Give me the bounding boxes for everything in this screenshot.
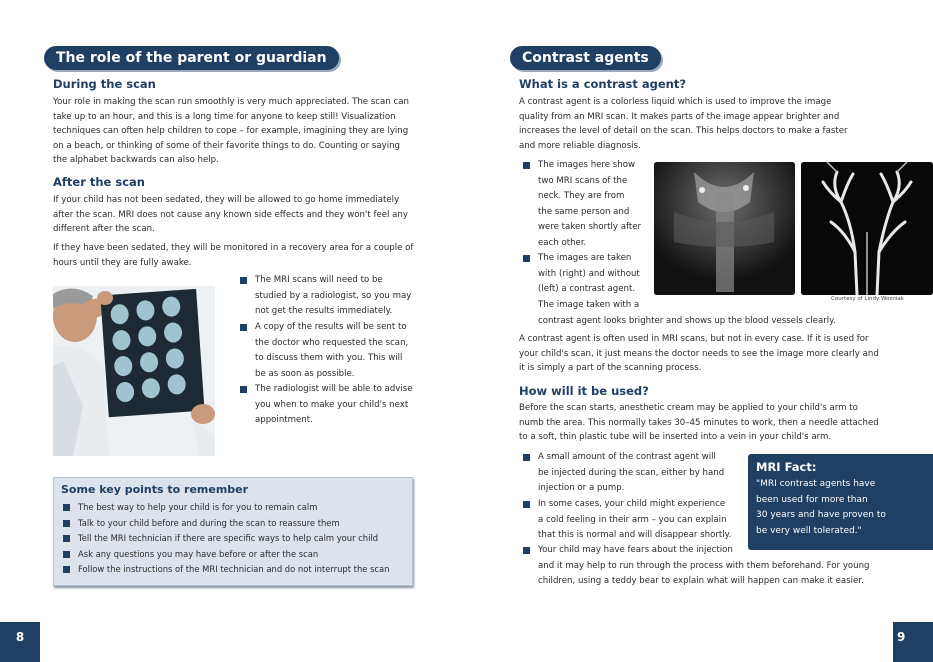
list-item: The images here show two MRI scans of the neck. They are from the same person and were taken shortly after each other. bbox=[520, 158, 641, 251]
list-item: Talk to your child before and during the scan to reassure them bbox=[60, 516, 340, 532]
list-item: Your child may have fears about the injection and it may help to run through the process with them beforehand. For young children, using a teddy bear to explain what will happen can make it easier. bbox=[520, 543, 870, 590]
list-item: The images are taken with (right) and without (left) a contrast agent. The image taken with a bbox=[520, 251, 640, 313]
mri-fact-title: MRI Fact: bbox=[756, 460, 817, 474]
list-item: Tell the MRI technician if there are specific ways to help calm your child bbox=[60, 531, 378, 547]
heading-after-scan: After the scan bbox=[53, 175, 145, 189]
list-item: The radiologist will be able to advise you when to make your child's next appointment. bbox=[237, 382, 413, 429]
heading-during-scan: During the scan bbox=[53, 77, 156, 91]
list-item: Ask any questions you may have before or after the scan bbox=[60, 547, 318, 563]
list-item: The best way to help your child is for you to remain calm bbox=[60, 500, 317, 516]
after-scan-text-2: If they have been sedated, they will be monitored in a recovery area for a couple of hours until they are fully awake. bbox=[53, 243, 414, 268]
after-scan-text-1: If your child has not been sedated, they will be allowed to go home immediately after the scan. MRI does not cause any known side effects and they won't feel any different after the scan. bbox=[53, 195, 408, 235]
list-item: A copy of the results will be sent to the doctor who requested the scan, to discuss them with you. This will be as soon as possible. bbox=[237, 320, 408, 382]
mri-without-contrast bbox=[654, 162, 795, 295]
list-item: Follow the instructions of the MRI technician and do not interrupt the scan bbox=[60, 562, 389, 578]
heading-how-used: How will it be used? bbox=[519, 384, 649, 398]
usage-text: A contrast agent is often used in MRI scans, but not in every case. If it is used for your child's scan, it just means the doctor needs to see the image more clearly and it is simply a part of the scanning process. bbox=[519, 334, 879, 374]
heading-what-is-contrast: What is a contrast agent? bbox=[519, 77, 687, 91]
what-is-contrast-text: A contrast agent is a colorless liquid which is used to improve the image quality from an MRI scan. It makes parts of the image appear brighter and increases the level of detail on the scan. This helps doctors to make a faster and more reliable diagnosis. bbox=[519, 97, 848, 151]
image-bullet-tail: contrast agent looks brighter and shows up the blood vessels clearly. bbox=[538, 316, 836, 326]
list-item: In some cases, your child might experience a cold feeling in their arm – you can explain that this is normal and will disappear shortly. bbox=[520, 497, 731, 544]
mri-fact-box bbox=[748, 454, 933, 550]
page-number-left: 8 bbox=[0, 622, 40, 662]
key-points-box bbox=[53, 477, 413, 586]
how-used-text: Before the scan starts, anesthetic cream may be applied to your child's arm to numb the area. This normally takes 30–45 minutes to work, then a needle attached to a soft, thin plastic tube will be inserted into a vein in your child's arm. bbox=[519, 403, 879, 443]
during-scan-text: Your role in making the scan run smoothly is very much appreciated. The scan can take up to an hour, and this is a long time for anyone to keep still! Visualization techniques can often help children to cope – for example, imagining they are lying on a beach, or thinking of some of their favorite things to do. Counting or saying the alphabet backwards can also help. bbox=[53, 97, 409, 166]
key-points-title: Some key points to remember bbox=[61, 483, 249, 496]
radiologist-illustration bbox=[53, 286, 215, 456]
list-item: The MRI scans will need to be studied by a radiologist, so you may not get the results immediately. bbox=[237, 273, 411, 320]
mri-fact-text: "MRI contrast agents have been used for more than 30 years and have proven to be very well tolerated." bbox=[756, 479, 886, 536]
section-title-contrast-agents: Contrast agents bbox=[510, 46, 661, 70]
list-item: A small amount of the contrast agent will be injected during the scan, either by hand injection or a pump. bbox=[520, 450, 724, 497]
page-number-right: 9 bbox=[893, 622, 933, 662]
image-credit: Courtesy of Lindy Wozniak bbox=[831, 296, 904, 302]
section-title-parent-role: The role of the parent or guardian bbox=[44, 46, 339, 70]
mri-with-contrast bbox=[801, 162, 933, 295]
radiologist-photo bbox=[53, 286, 215, 456]
